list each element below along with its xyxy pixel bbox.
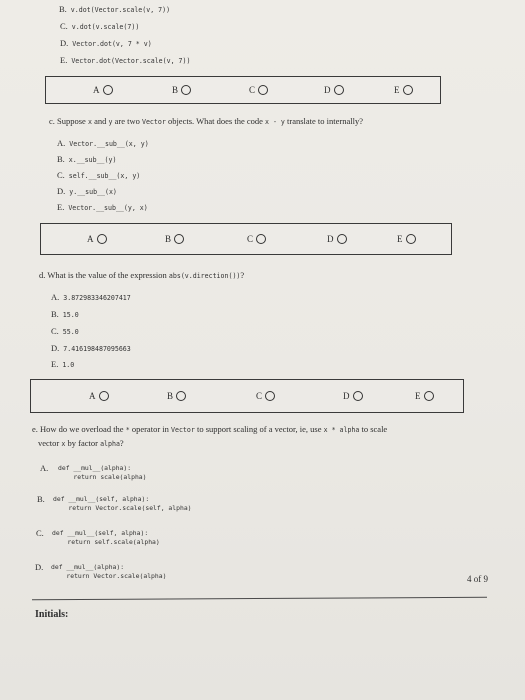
choice-a[interactable]: A xyxy=(89,391,109,401)
option-d-c: C. 55.0 xyxy=(51,326,79,336)
choice-b[interactable]: B xyxy=(172,85,191,95)
answer-box-b xyxy=(45,76,441,104)
choice-e[interactable]: E xyxy=(394,85,413,95)
option-c-prev: C. v.dot(v.scale(7)) xyxy=(60,21,140,31)
choice-b[interactable]: B xyxy=(165,234,184,244)
bubble-d[interactable] xyxy=(353,391,363,401)
question-e-line-2: vector x by factor alpha? xyxy=(38,438,124,448)
bubble-e[interactable] xyxy=(403,85,413,95)
bubble-d[interactable] xyxy=(337,234,347,244)
question-e-line-1: e. How do we overload the * operator in Vector to support scaling of a vector, ie, use x * alpha to scale xyxy=(32,424,388,434)
choice-c[interactable]: C xyxy=(249,85,268,95)
choice-a[interactable]: A xyxy=(87,234,107,244)
choice-b[interactable]: B xyxy=(167,391,186,401)
bubble-c[interactable] xyxy=(265,391,275,401)
bubble-b[interactable] xyxy=(174,234,184,244)
option-c-d: D. y.__sub__(x) xyxy=(57,186,117,196)
option-e-a: A. xyxy=(40,463,49,473)
choice-e[interactable]: E xyxy=(415,391,434,401)
option-d-d: D. 7.416198487095663 xyxy=(51,343,131,353)
bubble-b[interactable] xyxy=(176,391,186,401)
option-e-a-code: def __mul__(alpha): return scale(alpha) xyxy=(58,464,147,481)
initials-label: Initials: xyxy=(35,609,69,620)
option-b-prev: B. v.dot(Vector.scale(v, 7)) xyxy=(59,4,171,14)
option-d-e: E. 1.0 xyxy=(51,359,75,369)
choice-d[interactable]: D xyxy=(327,234,347,244)
answer-box-d xyxy=(30,379,464,413)
choice-a[interactable]: A xyxy=(93,85,113,95)
bubble-a[interactable] xyxy=(97,234,107,244)
option-d-b: B. 15.0 xyxy=(51,309,79,319)
choice-e[interactable]: E xyxy=(397,234,416,244)
choice-c[interactable]: C xyxy=(256,391,275,401)
choice-c[interactable]: C xyxy=(247,234,266,244)
page-number: 4 of 9 xyxy=(467,574,488,584)
choice-d[interactable]: D xyxy=(324,85,344,95)
footer-rule xyxy=(32,597,487,600)
option-d-prev: D. Vector.dot(v, 7 * v) xyxy=(60,38,152,48)
option-c-b: B. x.__sub__(y) xyxy=(57,154,117,164)
bubble-c[interactable] xyxy=(256,234,266,244)
option-c-c: C. self.__sub__(x, y) xyxy=(57,170,141,180)
bubble-c[interactable] xyxy=(258,85,268,95)
option-c-a: A. Vector.__sub__(x, y) xyxy=(57,138,149,148)
question-c-text: c. Suppose x and y are two Vector objects. What does the code x - y translate to internally? xyxy=(49,116,364,126)
bubble-b[interactable] xyxy=(181,85,191,95)
option-e-d-code: def __mul__(alpha): return Vector.scale(alpha) xyxy=(51,563,167,580)
choice-d[interactable]: D xyxy=(343,391,363,401)
option-e-prev: E. Vector.dot(Vector.scale(v, 7)) xyxy=(60,55,191,65)
bubble-a[interactable] xyxy=(99,391,109,401)
bubble-d[interactable] xyxy=(334,85,344,95)
option-e-b: B. xyxy=(37,494,45,504)
option-e-c-code: def __mul__(self, alpha): return self.scale(alpha) xyxy=(52,529,160,546)
option-e-c: C. xyxy=(36,528,44,538)
option-e-b-code: def __mul__(self, alpha): return Vector.scale(self, alpha) xyxy=(53,495,192,512)
option-d-a: A. 3.872983346207417 xyxy=(51,292,131,302)
question-d-text: d. What is the value of the expression abs(v.direction())? xyxy=(39,270,245,280)
bubble-e[interactable] xyxy=(406,234,416,244)
bubble-a[interactable] xyxy=(103,85,113,95)
option-e-d: D. xyxy=(35,562,44,572)
answer-box-c xyxy=(40,223,452,255)
bubble-e[interactable] xyxy=(424,391,434,401)
option-c-e: E. Vector.__sub__(y, x) xyxy=(57,202,148,212)
